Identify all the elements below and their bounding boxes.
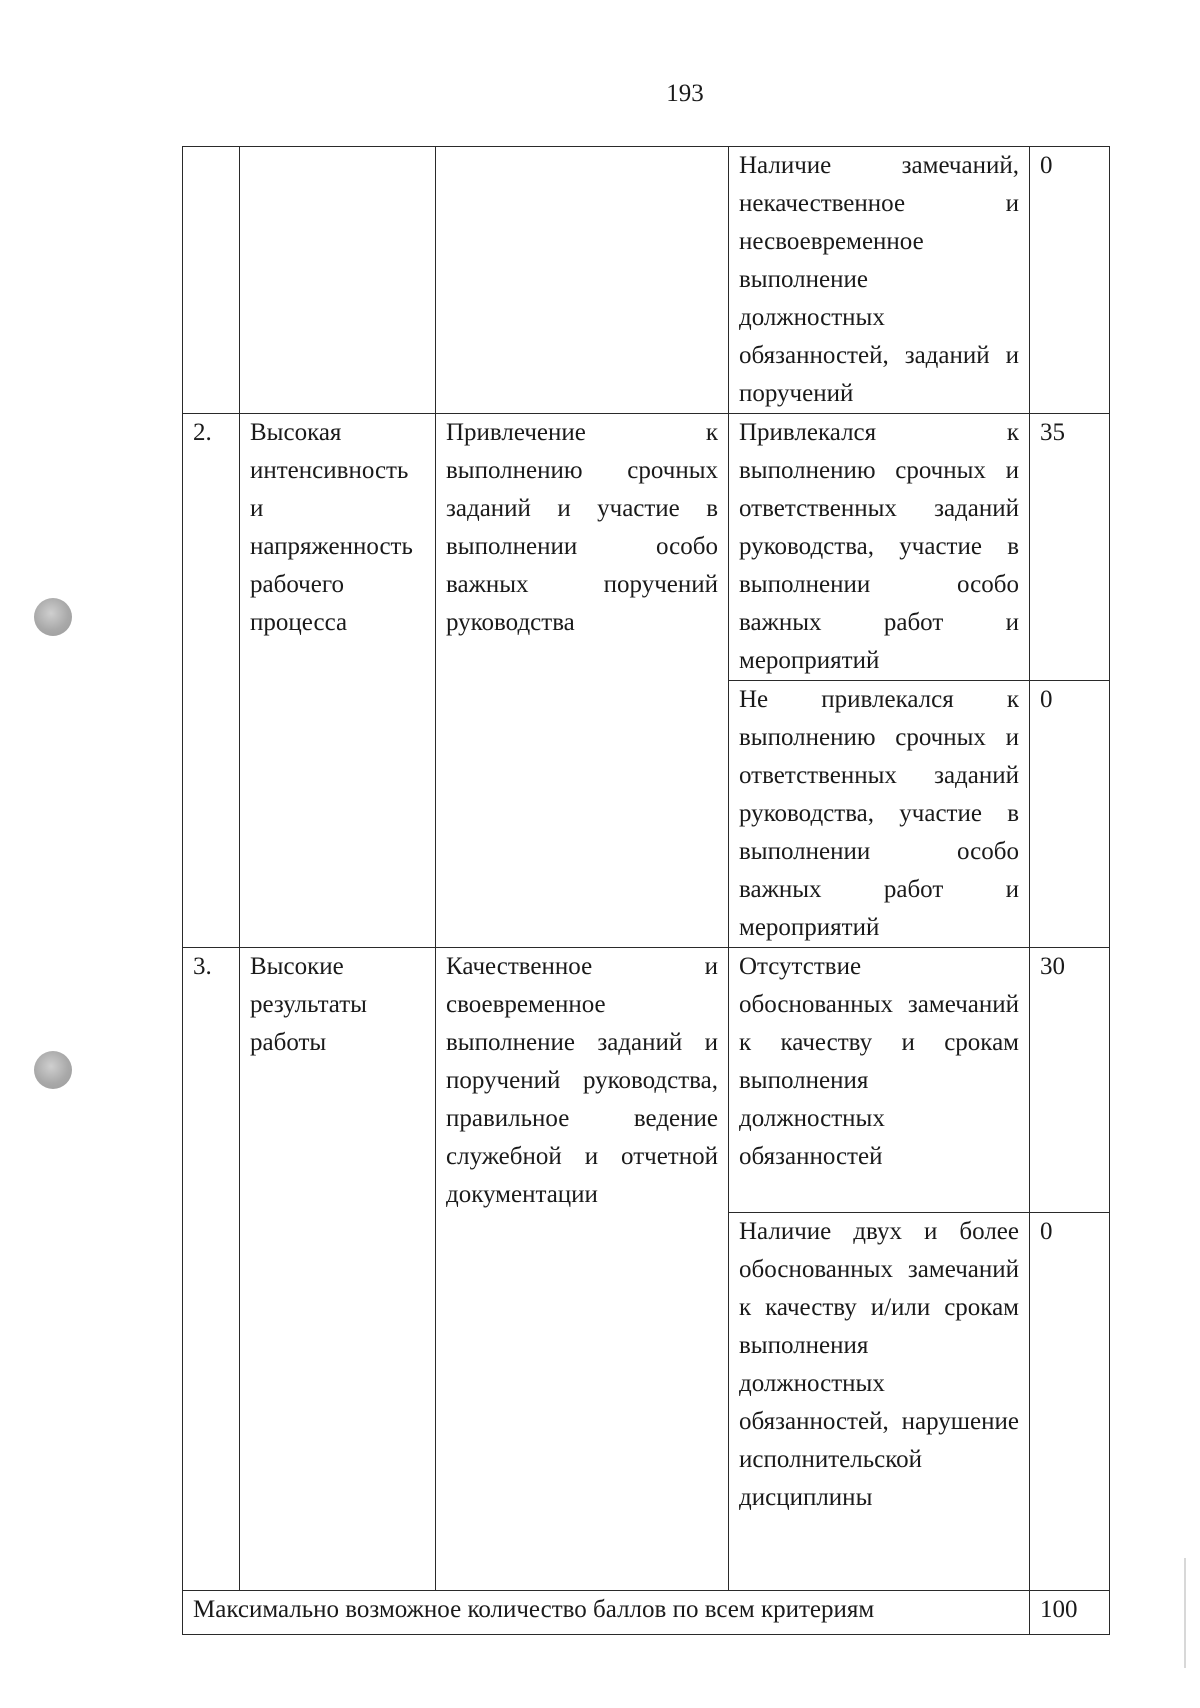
condition-cell: Наличие замечаний, некачественное и несвоевременное выполнение должностных обязанностей, заданий и поручений: [729, 147, 1030, 414]
description-cell: [436, 147, 729, 414]
condition-cell: Наличие двух и более обоснованных замечаний к качеству и/или срокам выполнения должностных обязанностей, нарушение исполнительской дисциплины: [729, 1213, 1030, 1591]
footer-total: 100: [1030, 1591, 1110, 1635]
description-cell: Качественное и своевременное выполнение заданий и поручений руководства, правильное ведение служебной и отчетной документации: [436, 948, 729, 1591]
table-row: [183, 147, 1110, 414]
condition-cell: Привлекался к выполнению срочных и ответственных заданий руководства, участие в выполнении особо важных работ и мероприятий: [729, 414, 1030, 681]
punch-hole-lower: [34, 1051, 72, 1089]
criterion-cell: Высокие результаты работы: [240, 948, 436, 1591]
page-number: 193: [666, 80, 704, 107]
score-cell: 0: [1030, 147, 1110, 414]
criteria-table: [182, 146, 1110, 1635]
score-cell: 30: [1030, 948, 1110, 1213]
description-cell: Привлечение к выполнению срочных заданий и участие в выполнении особо важных поручений руководства: [436, 414, 729, 948]
number-cell: [183, 147, 240, 414]
number-cell: 3.: [183, 948, 240, 1591]
number-cell: 2.: [183, 414, 240, 948]
table-footer-row: [183, 1591, 1110, 1635]
score-cell: 35: [1030, 414, 1110, 681]
condition-cell: Отсутствие обоснованных замечаний к качеству и срокам выполнения должностных обязанностей: [729, 948, 1030, 1213]
table-row: [183, 948, 1110, 1213]
score-cell: 0: [1030, 681, 1110, 948]
condition-cell: Не привлекался к выполнению срочных и ответственных заданий руководства, участие в выполнении особо важных работ и мероприятий: [729, 681, 1030, 948]
footer-label: Максимально возможное количество баллов по всем критериям: [183, 1591, 1030, 1635]
table-row: [183, 414, 1110, 681]
criterion-cell: [240, 147, 436, 414]
scan-edge-mark: [1184, 1558, 1186, 1668]
punch-hole-upper: [34, 598, 72, 636]
criterion-cell: Высокая интенсивность и напряженность рабочего процесса: [240, 414, 436, 948]
score-cell: 0: [1030, 1213, 1110, 1591]
